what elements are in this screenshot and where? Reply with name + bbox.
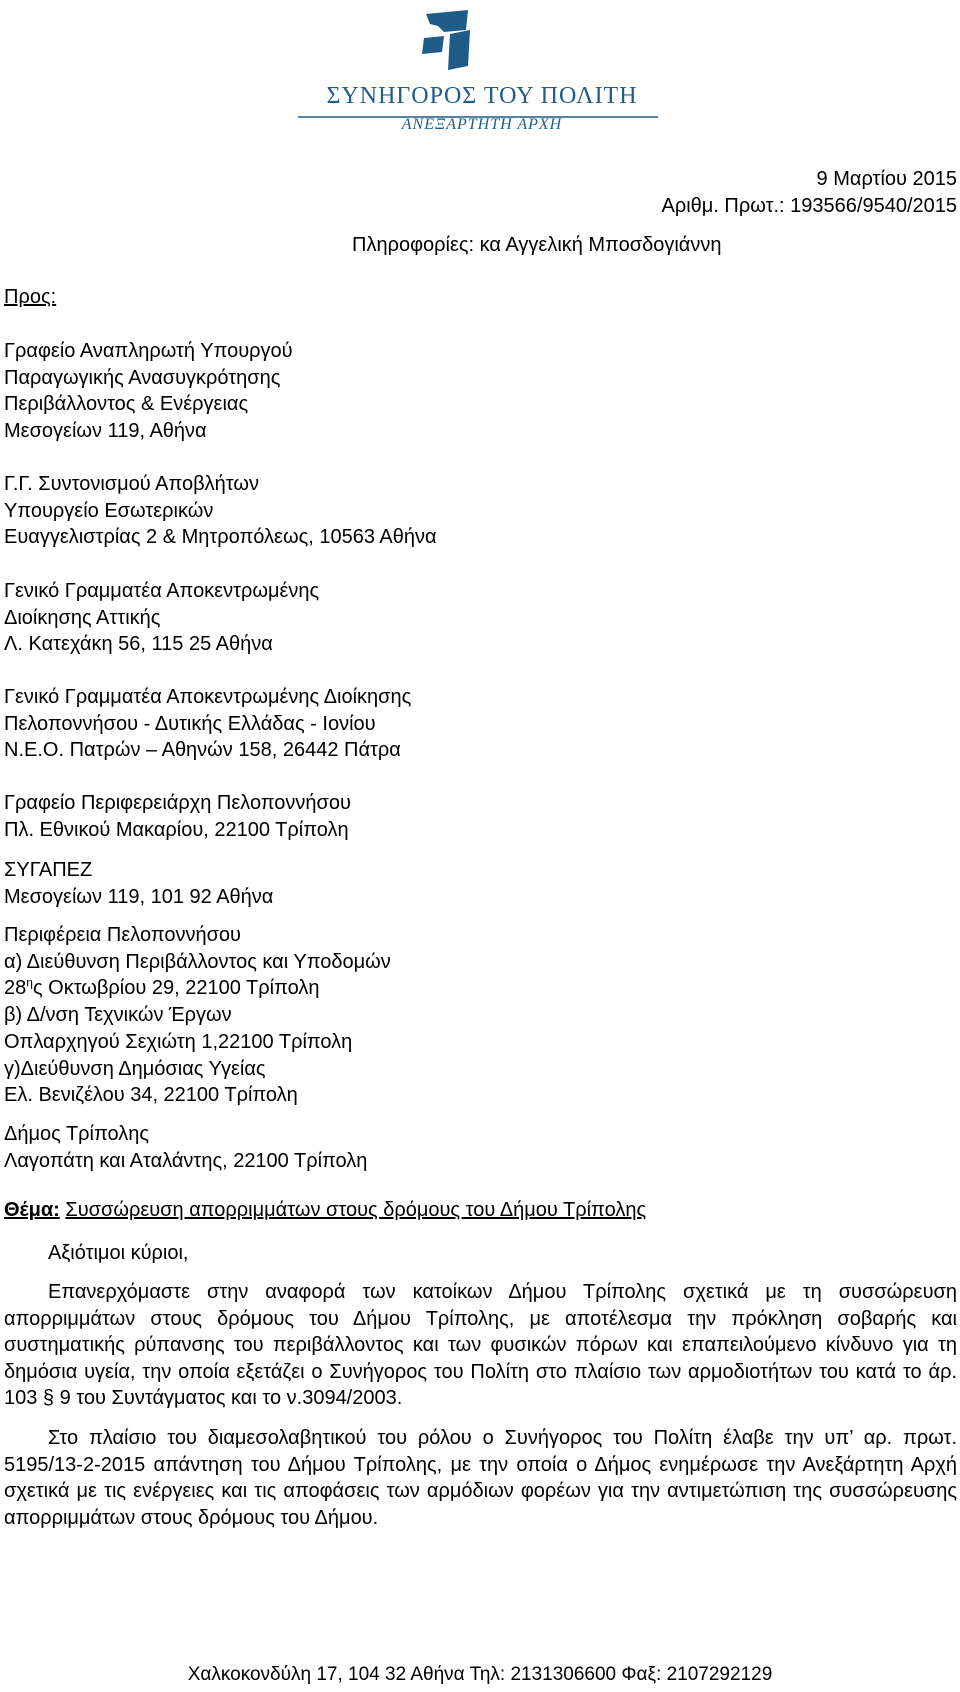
subject-label: Θέμα: <box>4 1199 60 1221</box>
recipient-line: γ)Διεύθυνση Δημόσιας Υγείας <box>4 1057 266 1080</box>
recipient-line: Υπουργείο Εσωτερικών <box>4 499 214 522</box>
recipient-line: β) Δ/νση Τεχνικών Έργων <box>4 1004 232 1027</box>
recipient-block <box>4 338 293 445</box>
recipient-line <box>4 975 391 1002</box>
recipient-line: Λ. Κατεχάκη 56, 115 25 Αθήνα <box>4 633 273 656</box>
logo-title: ΣΥΝΗΓΟΡΟΣ ΤΟΥ ΠΟΛΙΤΗ <box>326 83 638 109</box>
recipient-block <box>4 471 437 551</box>
info-contact: Πληροφορίες: κα Αγγελική Μποσδογιάννη <box>352 234 722 256</box>
footer-address: Χαλκοκονδύλη 17, 104 32 Αθήνα Τηλ: 2131306600 Φαξ: 2107292129 <box>187 1664 773 1685</box>
recipient-line: Γενικό Γραμματέα Αποκεντρωμένης <box>4 580 320 602</box>
recipient-line: Μεσογείων 119, 101 92 Αθήνα <box>4 885 274 908</box>
recipient-line: Οπλαρχηγού Σεχιώτη 1,22100 Τρίπολη <box>4 1030 353 1053</box>
recipients-label: Προς: <box>4 286 57 308</box>
recipient-line: Δήμος Τρίπολης <box>4 1123 150 1145</box>
logo-mark-icon <box>298 8 658 84</box>
recipient-line: Περιβάλλοντος & Ενέργειας <box>4 393 249 416</box>
recipient-block <box>4 857 273 910</box>
recipient-block <box>4 790 351 843</box>
logo-subtitle: ΑΝΕΞΑΡΤΗΤΗ ΑΡΧΗ <box>401 116 563 133</box>
greeting: Αξιότιμοι κύριοι, <box>48 1242 189 1264</box>
recipient-line: Παραγωγικής Ανασυγκρότησης <box>4 366 281 389</box>
body-paragraph: Στο πλαίσιο του διαμεσολαβητικού του ρόλου ο Συνήγορος του Πολίτη έλαβε την υπ’ αρ. πρωτ. 5195/13-2-2015 απάντηση του Δήμου Τρίπολης, με την οποία ο Δήμος ενημέρωσε την Ανεξάρτητη Αρχή σχετικά με τις ενέργειες και τις αποφάσεις των αρμόδιων φορέων για την αντιμετώπιση της συσσώρευσης απορριμμάτων στους δρόμους του Δήμου. <box>4 1427 957 1529</box>
recipient-line: Ν.Ε.Ο. Πατρών – Αθηνών 158, 26442 Πάτρα <box>4 739 401 762</box>
subject-text: Συσσώρευση απορριμμάτων στους δρόμους του Δήμου Τρίπολης <box>65 1199 647 1221</box>
body-paragraph: Επανερχόμαστε στην αναφορά των κατοίκων Δήμου Τρίπολης σχετικά με τη συσσώρευση απορριμμάτων στους δρόμους του Δήμου Τρίπολης, με αποτέλεσμα την πρόκληση σοβαρής και συστηματικής ρύπανσης του περιβάλλοντος και των φυσικών πόρων και επαπειλούμενο κίνδυνο για τη δημόσια υγεία, την οποία εξετάζει ο Συνήγορος του Πολίτη στο πλαίσιο των αρμοδιοτήτων του κατά το άρ. 103 § 9 του Συντάγματος και το ν.3094/2003. <box>4 1281 957 1409</box>
recipient-block <box>4 922 391 1109</box>
recipient-line: Γενικό Γραμματέα Αποκεντρωμένης Διοίκησης <box>4 686 412 708</box>
recipient-block <box>4 578 319 658</box>
ordinal-suffix: η <box>26 975 33 990</box>
letter-date: 9 Μαρτίου 2015 <box>816 168 957 190</box>
ordinal-number: 28 <box>4 977 27 1000</box>
ombudsman-logo <box>298 8 658 132</box>
recipient-line: Διοίκησης Αττικής <box>4 606 161 629</box>
recipient-line: Γραφείο Αναπληρωτή Υπουργού <box>4 340 293 362</box>
recipient-line: Μεσογείων 119, Αθήνα <box>4 420 207 443</box>
protocol-number: Αριθμ. Πρωτ.: 193566/9540/2015 <box>661 195 957 217</box>
recipient-line: α) Διεύθυνση Περιβάλλοντος και Υποδομών <box>4 950 391 973</box>
recipient-line: Ευαγγελιστρίας 2 & Μητροπόλεως, 10563 Αθήνα <box>4 526 437 549</box>
recipient-line: Λαγοπάτη και Αταλάντης, 22100 Τρίπολη <box>4 1149 368 1172</box>
recipient-line: Πλ. Εθνικού Μακαρίου, 22100 Τρίπολη <box>4 818 349 841</box>
recipient-line: Γ.Γ. Συντονισμού Αποβλήτων <box>4 473 260 495</box>
recipient-line: ΣΥΓΑΠΕΖ <box>4 859 93 881</box>
recipient-block <box>4 684 411 764</box>
recipient-line: Ελ. Βενιζέλου 34, 22100 Τρίπολη <box>4 1084 298 1107</box>
street-text: ς Οκτωβρίου 29, 22100 Τρίπολη <box>32 977 320 1000</box>
recipient-block <box>4 1121 367 1174</box>
recipient-line: Γραφείο Περιφερειάρχη Πελοποννήσου <box>4 792 351 814</box>
subject-line <box>4 1199 646 1222</box>
recipient-line: Περιφέρεια Πελοποννήσου <box>4 924 241 946</box>
recipient-line: Πελοποννήσου - Δυτικής Ελλάδας - Ιονίου <box>4 712 376 735</box>
